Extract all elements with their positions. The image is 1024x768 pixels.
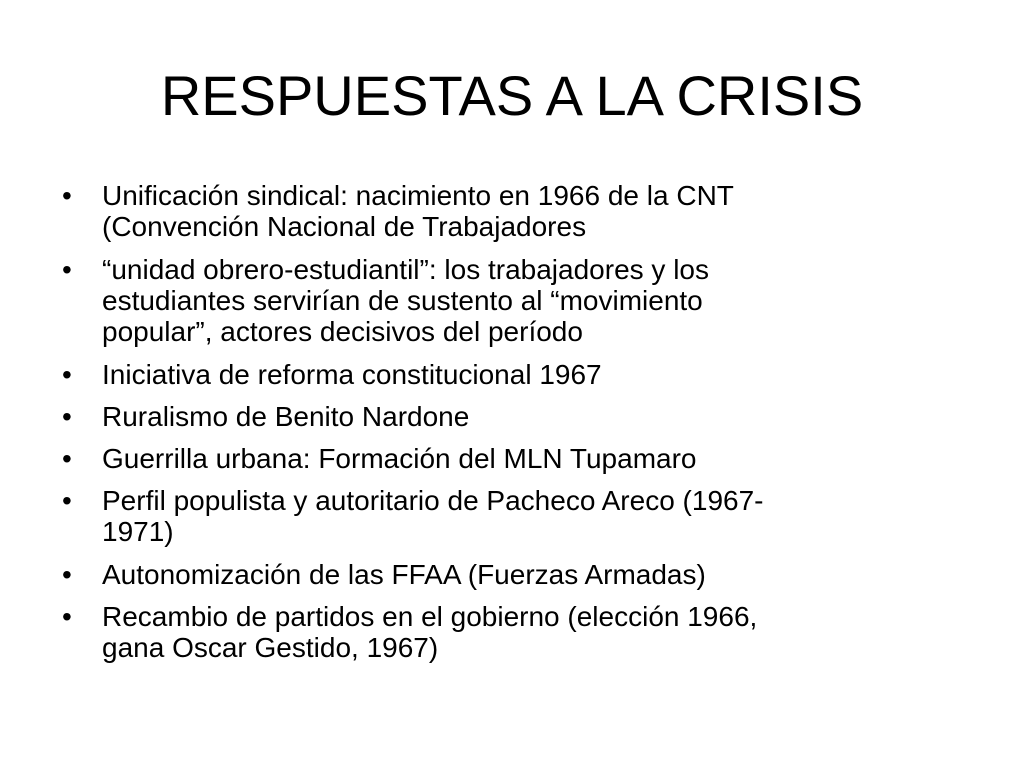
bullet-text [102, 359, 962, 390]
slide-title: RESPUESTAS A LA CRISIS [160, 64, 864, 127]
bullet-line: gana Oscar Gestido, 1967) [102, 632, 439, 663]
bullet-text [102, 180, 962, 242]
bullet-icon: • [62, 401, 72, 432]
bullet-line: Autonomización de las FFAA (Fuerzas Armadas) [102, 559, 706, 590]
bullet-item-5 [62, 443, 962, 474]
bullet-text [102, 401, 962, 432]
bullet-text [102, 443, 962, 474]
bullet-line: estudiantes servirían de sustento al “movimiento [102, 285, 703, 316]
bullet-item-1 [62, 180, 962, 242]
bullet-icon: • [62, 559, 72, 590]
bullet-item-6 [62, 485, 962, 547]
bullet-line: Unificación sindical: nacimiento en 1966 de la CNT [102, 180, 734, 211]
bullet-line: Recambio de partidos en el gobierno (elección 1966, [102, 601, 758, 632]
bullet-line: Guerrilla urbana: Formación del MLN Tupamaro [102, 443, 697, 474]
bullet-line: “unidad obrero-estudiantil”: los trabajadores y los [102, 254, 709, 285]
bullet-icon: • [62, 359, 72, 390]
bullet-item-2 [62, 254, 962, 347]
bullet-item-7 [62, 559, 962, 590]
bullet-icon: • [62, 601, 72, 632]
bullet-line: 1971) [102, 516, 174, 547]
bullet-item-4 [62, 401, 962, 432]
bullet-text [102, 254, 962, 347]
bullet-text [102, 485, 962, 547]
bullet-icon: • [62, 485, 72, 516]
bullet-item-8 [62, 601, 962, 663]
bullet-line: Iniciativa de reforma constitucional 1967 [102, 359, 602, 390]
bullet-list [62, 180, 962, 675]
bullet-line: (Convención Nacional de Trabajadores [102, 211, 587, 242]
bullet-icon: • [62, 254, 72, 285]
bullet-item-3 [62, 359, 962, 390]
bullet-line: popular”, actores decisivos del período [102, 316, 583, 347]
bullet-icon: • [62, 180, 72, 211]
bullet-line: Ruralismo de Benito Nardone [102, 401, 470, 432]
bullet-text [102, 601, 962, 663]
bullet-line: Perfil populista y autoritario de Pacheco Areco (1967- [102, 485, 764, 516]
bullet-icon: • [62, 443, 72, 474]
bullet-text [102, 559, 962, 590]
